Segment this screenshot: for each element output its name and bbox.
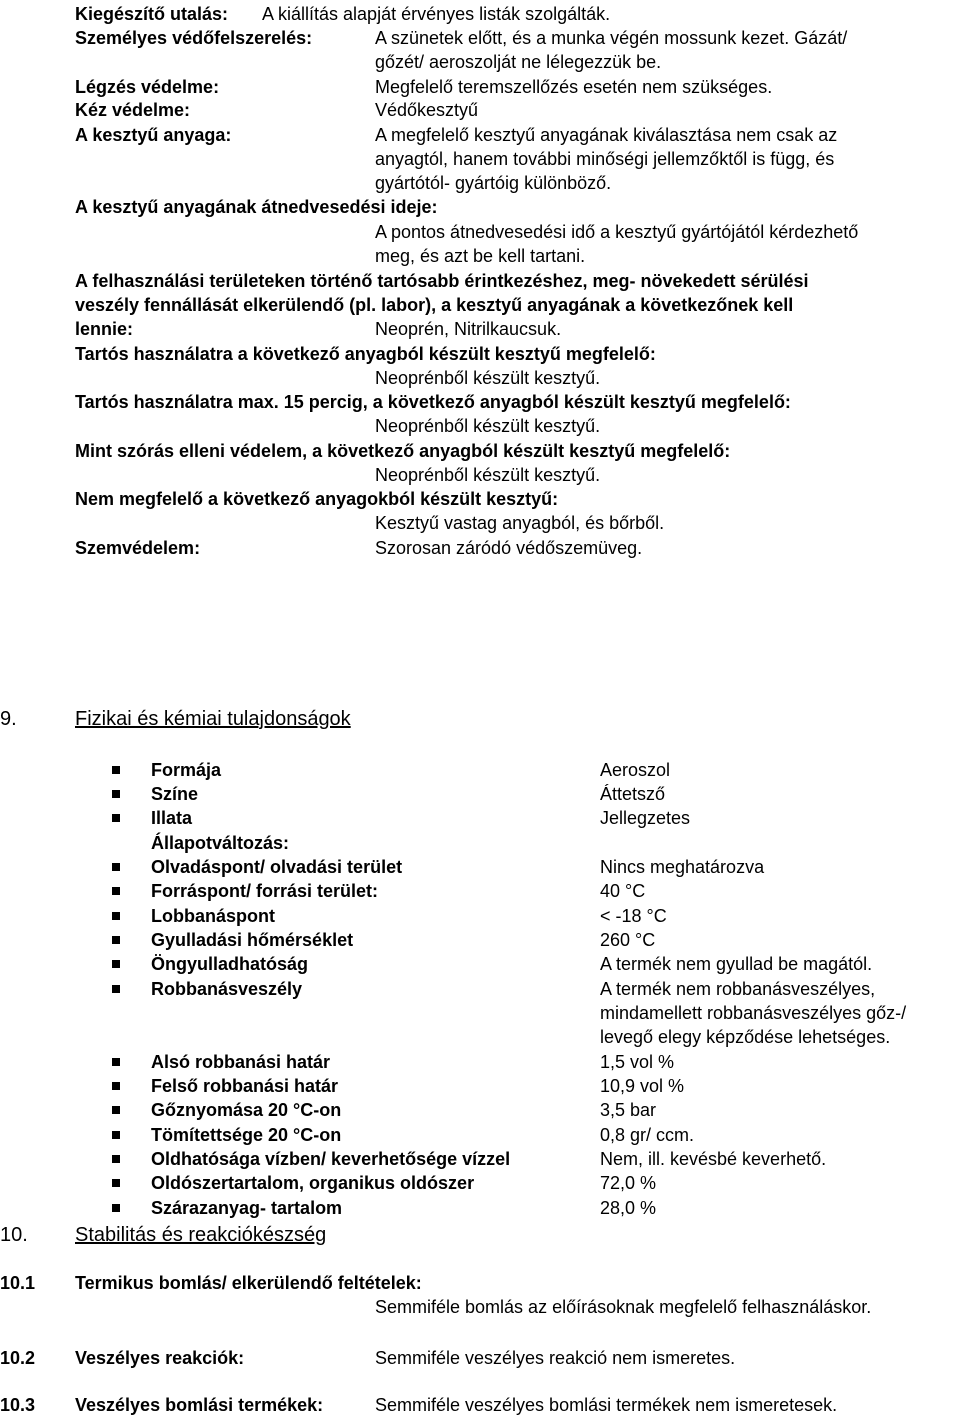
property-value: 0,8 gr/ ccm. — [600, 1125, 695, 1145]
thermal-decomposition-label: Termikus bomlás/ elkerülendő feltételek: — [75, 1273, 422, 1293]
property-value: 3,5 bar — [600, 1100, 657, 1120]
durable-15min-value: Neoprénből készült kesztyű. — [375, 416, 601, 436]
breathing-protection-text: Megfelelő teremszellőzés esetén nem szükséges. — [375, 77, 773, 97]
property-label: Illata — [151, 808, 193, 828]
hand-protection-label: Kéz védelme: — [75, 100, 191, 120]
glove-material-label: A kesztyű anyaga: — [75, 125, 232, 145]
bullet-icon — [112, 814, 120, 822]
property-label: Oldhatósága vízben/ keverhetősége vízzel — [151, 1149, 511, 1169]
subsection-10-1-number: 10.1 — [0, 1273, 36, 1293]
personal-protection-label: Személyes védőfelszerelés: — [75, 28, 313, 48]
property-label: Olvadáspont/ olvadási terület — [151, 857, 403, 877]
bullet-icon — [112, 985, 120, 993]
property-value: Aeroszol — [600, 760, 671, 780]
unsuitable-gloves-label: Nem megfelelő a következő anyagokból készült kesztyű: — [75, 489, 559, 509]
property-value: A termék nem gyullad be magától. — [600, 954, 873, 974]
hand-protection-text: Védőkesztyű — [375, 100, 479, 120]
prolonged-contact-text: A felhasználási területeken történő tartósabb érintkezéshez, meg- növekedett sérülési — [75, 271, 809, 291]
subsection-10-2-number: 10.2 — [0, 1348, 36, 1368]
property-label: Szárazanyag- tartalom — [151, 1198, 343, 1218]
property-value: A termék nem robbanásveszélyes, — [600, 979, 876, 999]
unsuitable-gloves-value: Kesztyű vastag anyagból, és bőrből. — [375, 513, 665, 533]
prolonged-contact-text: veszély fennállását elkerülendő (pl. labor), a kesztyű anyagának a következőnek kell — [75, 295, 794, 315]
personal-protection-text: A szünetek előtt, és a munka végén mossunk kezet. Gázát/ — [375, 28, 848, 48]
property-label: Alsó robbanási határ — [151, 1052, 331, 1072]
breathing-protection-label: Légzés védelme: — [75, 77, 220, 97]
property-value: Áttetsző — [600, 784, 666, 804]
property-value: 260 °C — [600, 930, 656, 950]
property-label: Robbanásveszély — [151, 979, 303, 999]
prolonged-contact-text: lennie: — [75, 319, 134, 339]
property-value: 40 °C — [600, 881, 646, 901]
bullet-icon — [112, 1106, 120, 1114]
property-value: levegő elegy képződése lehetséges. — [600, 1027, 891, 1047]
bullet-icon — [112, 960, 120, 968]
property-value: < -18 °C — [600, 906, 667, 926]
property-value: Jellegzetes — [600, 808, 691, 828]
personal-protection-text: gőzét/ aeroszolját ne lélegezzük be. — [375, 52, 662, 72]
glove-material-text: A megfelelő kesztyű anyagának kiválasztása nem csak az — [375, 125, 838, 145]
eye-protection-value: Szorosan záródó védőszemüveg. — [375, 538, 643, 558]
bullet-icon — [112, 790, 120, 798]
property-label: Felső robbanási határ — [151, 1076, 339, 1096]
property-value: 72,0 % — [600, 1173, 657, 1193]
property-value: 1,5 vol % — [600, 1052, 675, 1072]
hazardous-decomposition-label: Veszélyes bomlási termékek: — [75, 1395, 324, 1415]
property-value: Nincs meghatározva — [600, 857, 765, 877]
glove-material-text: gyártótól- gyártóig különböző. — [375, 173, 612, 193]
durable-15min-label: Tartós használatra max. 15 percig, a következő anyagból készült kesztyű megfelelő: — [75, 392, 791, 412]
dangerous-reactions-label: Veszélyes reakciók: — [75, 1348, 245, 1368]
supplement-text: A kiállítás alapját érvényes listák szolgálták. — [262, 4, 611, 24]
eye-protection-label: Szemvédelem: — [75, 538, 201, 558]
property-label: Lobbanáspont — [151, 906, 275, 926]
bullet-icon — [112, 863, 120, 871]
permeation-time-label: A kesztyű anyagának átnedvesedési ideje: — [75, 197, 438, 217]
thermal-decomposition-value: Semmiféle bomlás az előírásoknak megfelelő felhasználáskor. — [375, 1297, 872, 1317]
spray-protection-label: Mint szórás elleni védelem, a következő anyagból készült kesztyű megfelelő: — [75, 441, 731, 461]
property-label: Formája — [151, 760, 222, 780]
section-9-number: 9. — [0, 708, 17, 730]
bullet-icon — [112, 912, 120, 920]
durable-use-value: Neoprénből készült kesztyű. — [375, 368, 601, 388]
section-10-number: 10. — [0, 1224, 28, 1246]
bullet-icon — [112, 936, 120, 944]
property-label: Színe — [151, 784, 199, 804]
property-label: Oldószertartalom, organikus oldószer — [151, 1173, 475, 1193]
state-change-label: Állapotváltozás: — [151, 833, 290, 853]
supplement-label: Kiegészítő utalás: — [75, 4, 229, 24]
property-label: Forráspont/ forrási terület: — [151, 881, 379, 901]
permeation-time-text: A pontos átnedvesedési idő a kesztyű gyártójától kérdezhető — [375, 222, 859, 242]
property-value: Nem, ill. kevésbé keverhető. — [600, 1149, 827, 1169]
permeation-time-text: meg, és azt be kell tartani. — [375, 246, 586, 266]
property-label: Gőznyomása 20 °C-on — [151, 1100, 342, 1120]
hazardous-decomposition-value: Semmiféle veszélyes bomlási termékek nem ismeretesek. — [375, 1395, 838, 1415]
property-label: Tömítettsége 20 °C-on — [151, 1125, 342, 1145]
subsection-10-3-number: 10.3 — [0, 1395, 36, 1415]
property-label: Öngyulladhatóság — [151, 954, 309, 974]
glove-material-text: anyagtól, hanem további minőségi jellemzőktől is függ, és — [375, 149, 835, 169]
property-value: mindamellett robbanásveszélyes gőz-/ — [600, 1003, 907, 1023]
spray-protection-value: Neoprénből készült kesztyű. — [375, 465, 601, 485]
bullet-icon — [112, 1131, 120, 1139]
dangerous-reactions-value: Semmiféle veszélyes reakció nem ismeretes. — [375, 1348, 736, 1368]
section-9-title: Fizikai és kémiai tulajdonságok — [75, 708, 351, 730]
property-label: Gyulladási hőmérséklet — [151, 930, 354, 950]
bullet-icon — [112, 766, 120, 774]
bullet-icon — [112, 1155, 120, 1163]
bullet-icon — [112, 1082, 120, 1090]
property-value: 28,0 % — [600, 1198, 657, 1218]
prolonged-contact-value: Neoprén, Nitrilkaucsuk. — [375, 319, 562, 339]
bullet-icon — [112, 887, 120, 895]
section-10-title: Stabilitás és reakciókészség — [75, 1224, 327, 1246]
bullet-icon — [112, 1058, 120, 1066]
durable-use-label: Tartós használatra a következő anyagból készült kesztyű megfelelő: — [75, 344, 656, 364]
property-value: 10,9 vol % — [600, 1076, 685, 1096]
bullet-icon — [112, 1179, 120, 1187]
bullet-icon — [112, 1204, 120, 1212]
